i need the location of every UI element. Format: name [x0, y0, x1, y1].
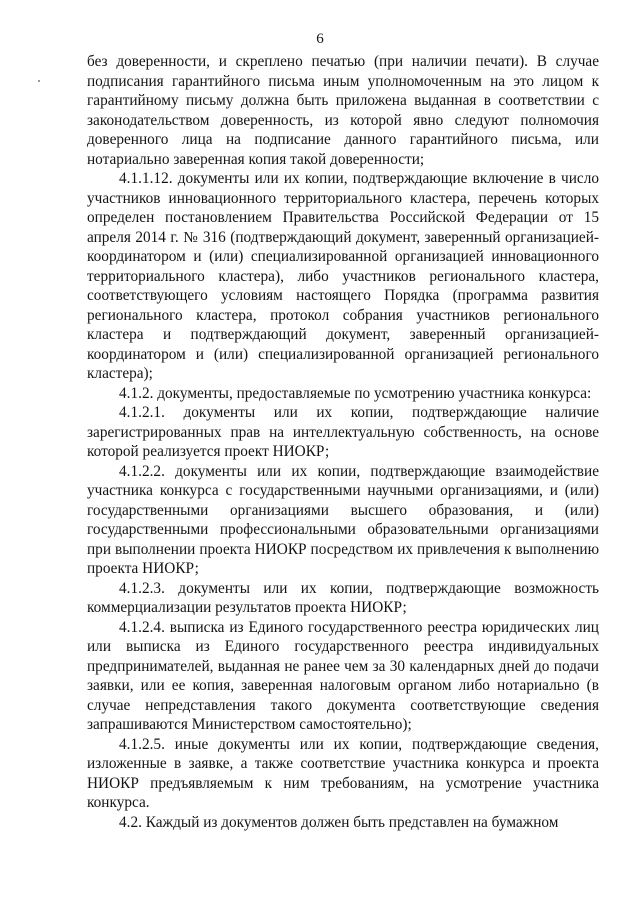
paragraph-4-1-2-2: 4.1.2.2. документы или их копии, подтверждающие взаимодействие участника конкурса с государственными научными организациями, и (или) государственными организациями высшего образования, и (или) государственными профессиональными образовательными организациями при выполнении проекта НИОКР посредством их привлечения к выполнению проекта НИОКР;	[87, 462, 599, 577]
paragraph-4-1-2-4: 4.1.2.4. выписка из Единого государственного реестра юридических лиц или выписка из Единого государственного реестра индивидуальных предпринимателей, выданная не ранее чем за 30 календарных дней до подачи заявки, или ее копия, заверенная налоговым органом либо нотариально (в случае непредставления такого документа соответствующие сведения запрашиваются Министерством самостоятельно);	[87, 618, 599, 733]
paragraph-4-1-1-12: 4.1.1.12. документы или их копии, подтверждающие включение в число участников инновационного территориального кластера, перечень которых определен постановлением Правительства Российской Федерации от 15 апреля 2014 г. № 316 (подтверждающий документ, заверенный организацией-координатором и (или) специализированной организацией инновационного территориального кластера), либо участников регионального кластера, соответствующего условиям настоящего Порядка (программа развития регионального кластера, протокол собрания участников регионального кластера и подтверждающий документ, заверенный организацией-координатором и (или) специализированной организацией регионального кластера);	[87, 170, 599, 382]
document-body	[87, 52, 599, 832]
paragraph-4-1-2-5: 4.1.2.5. иные документы или их копии, подтверждающие сведения, изложенные в заявке, а также соответствие участника конкурса и проекта НИОКР предъявляемым к ним требованиям, на усмотрение участника конкурса.	[87, 735, 599, 811]
paragraph-continuation: без доверенности, и скреплено печатью (при наличии печати). В случае подписания гарантийного письма иным уполномоченным на это лицом к гарантийному письму должна быть приложена выданная в соответствии с законодательством доверенность, из которой явно следуют полномочия доверенного лица на подписание данного гарантийного письма, или нотариально заверенная копия такой доверенности;	[87, 53, 599, 168]
paragraph-4-2: 4.2. Каждый из документов должен быть представлен на бумажном	[119, 813, 559, 831]
scan-speck	[38, 80, 40, 82]
page-number: 6	[316, 31, 324, 47]
paragraph-4-1-2-1: 4.1.2.1. документы или их копии, подтверждающие наличие зарегистрированных прав на интеллектуальную собственность, на основе которой реализуется проект НИОКР;	[87, 404, 599, 460]
paragraph-4-1-2: 4.1.2. документы, предоставляемые по усмотрению участника конкурса:	[119, 384, 592, 402]
paragraph-4-1-2-3: 4.1.2.3. документы или их копии, подтверждающие возможность коммерциализации результатов проекта НИОКР;	[87, 579, 599, 616]
